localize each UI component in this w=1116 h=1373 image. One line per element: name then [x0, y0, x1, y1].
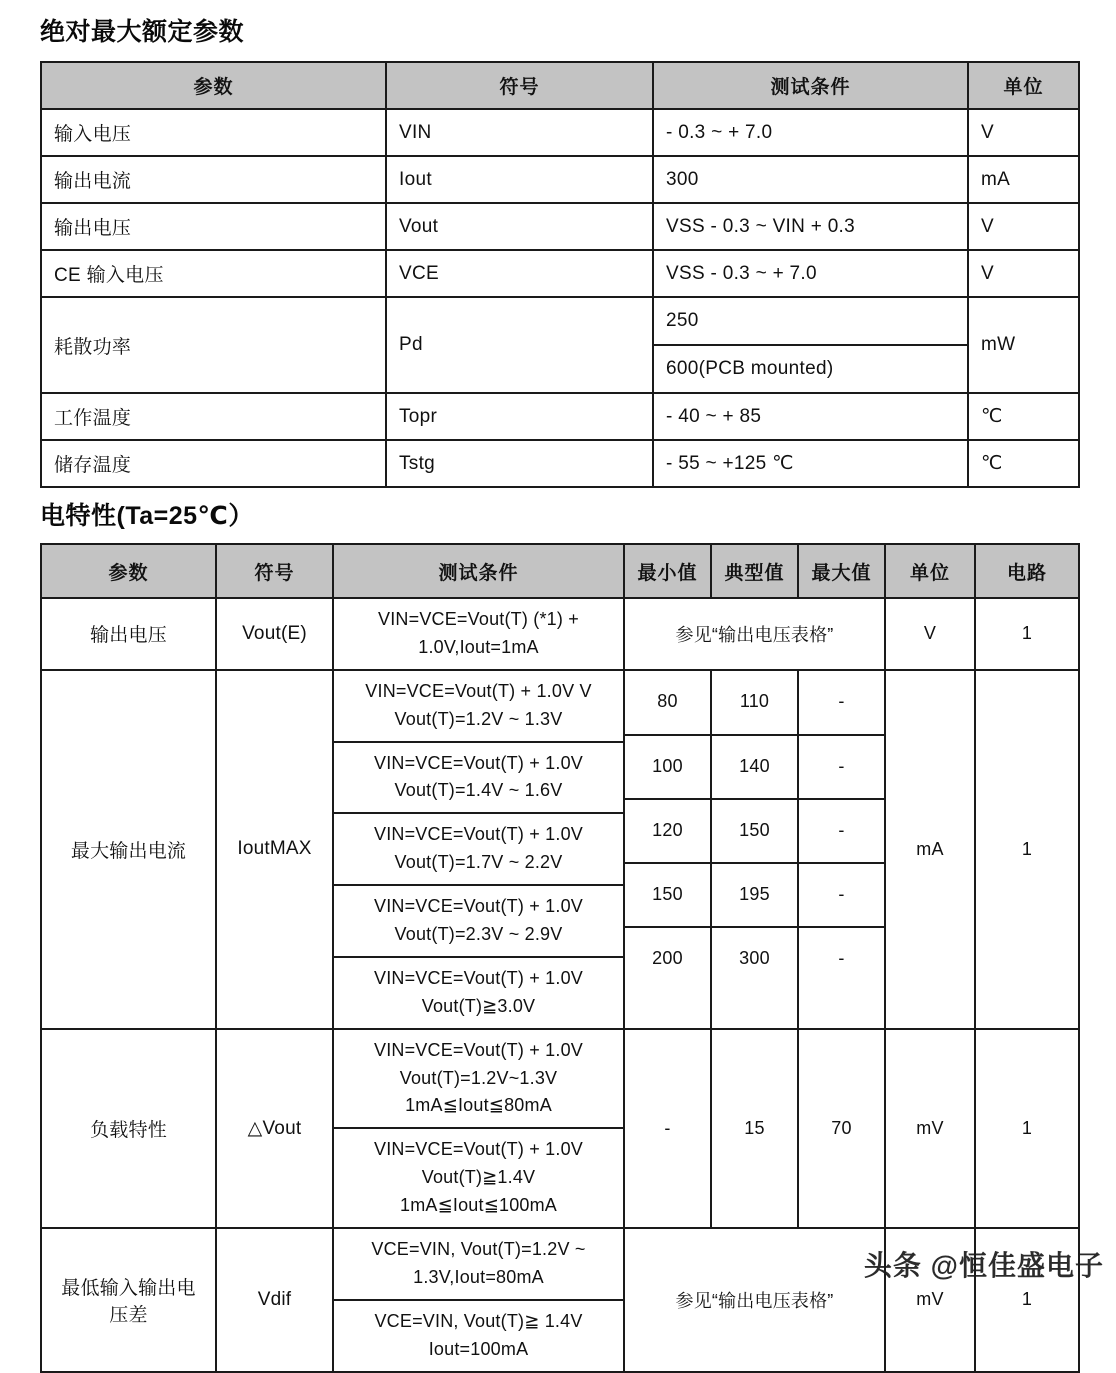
- cell-condition: 300: [653, 156, 968, 203]
- cell-condition: [334, 742, 623, 814]
- cell-symbol: Tstg: [386, 440, 653, 487]
- cell-max: -: [799, 863, 884, 927]
- cell-condition-split: [653, 297, 968, 393]
- cell-condition: [334, 1300, 623, 1371]
- cell-condition: VSS - 0.3 ~ + 7.0: [653, 250, 968, 297]
- parameter-line-2: 压差: [109, 1304, 148, 1326]
- table-header-row: [41, 62, 1079, 109]
- cell-condition-lower: 600(PCB mounted): [666, 358, 834, 379]
- cell-typ: 15: [711, 1029, 798, 1228]
- cell-max: 70: [798, 1029, 885, 1228]
- condition-line-2: 1.0V,Iout=1mA: [418, 636, 539, 657]
- table-row: [41, 440, 1079, 487]
- cell-unit: mA: [885, 670, 975, 1029]
- cell-unit: V: [968, 203, 1079, 250]
- cell-condition: [334, 885, 623, 957]
- column-header-circuit: 电路: [975, 544, 1079, 598]
- sub-row: [334, 1229, 623, 1300]
- parameter-line-1: 最低输入输出电: [61, 1277, 196, 1299]
- condition-line-3: 1mA≦Iout≦100mA: [399, 1195, 558, 1216]
- condition-line-1: VCE=VIN, Vout(T)=1.2V ~: [371, 1239, 586, 1260]
- cell-unit: V: [968, 109, 1079, 156]
- condition-line-3: 1mA≦Iout≦80mA: [405, 1095, 552, 1116]
- cell-typ-group: [711, 670, 798, 1029]
- column-header-unit: 单位: [968, 62, 1079, 109]
- condition-line-1: VIN=VCE=Vout(T) + 1.0V: [373, 752, 583, 773]
- cell-min-group: [624, 670, 711, 1029]
- cell-circuit: 1: [975, 598, 1079, 670]
- column-header-parameter: 参数: [41, 544, 216, 598]
- cell-symbol: VIN: [386, 109, 653, 156]
- section-title-electrical-characteristics: 电特性(Ta=25℃）: [40, 502, 254, 530]
- sub-row: [334, 885, 623, 957]
- cell-unit: mV: [885, 1228, 975, 1372]
- condition-line-1: VIN=VCE=Vout(T) (*1) +: [378, 609, 579, 629]
- cell-condition: - 40 ~ + 85: [653, 393, 968, 440]
- cell-circuit: 1: [975, 1029, 1079, 1228]
- cell-unit: ℃: [968, 393, 1079, 440]
- column-header-symbol: 符号: [216, 544, 333, 598]
- cell-parameter: [41, 1228, 216, 1372]
- condition-line-1: VIN=VCE=Vout(T) + 1.0V: [373, 967, 583, 988]
- column-header-max: 最大值: [798, 544, 885, 598]
- column-header-parameter: 参数: [41, 62, 386, 109]
- cell-min: 150: [625, 863, 710, 927]
- cell-unit: V: [885, 598, 975, 670]
- condition-line-2: Vout(T)=1.2V ~ 1.3V: [394, 708, 563, 729]
- cell-condition: [334, 957, 623, 1028]
- cell-max: -: [799, 735, 884, 799]
- condition-line-2: Vout(T)=2.3V ~ 2.9V: [394, 924, 563, 945]
- cell-symbol: Vout: [386, 203, 653, 250]
- cell-condition: [334, 1128, 623, 1227]
- sub-row: [334, 1030, 623, 1129]
- cell-condition: [334, 1030, 623, 1129]
- cell-typ: 150: [712, 799, 797, 863]
- cell-parameter: 输出电压: [41, 598, 216, 670]
- cell-spanned-note: 参见“输出电压表格”: [624, 1228, 885, 1372]
- cell-unit: V: [968, 250, 1079, 297]
- condition-line-2: Vout(T)=1.7V ~ 2.2V: [394, 852, 563, 873]
- sub-row: [334, 813, 623, 885]
- condition-line-1: VIN=VCE=Vout(T) + 1.0V: [373, 1139, 583, 1160]
- cell-symbol: △Vout: [216, 1029, 333, 1228]
- condition-line-2: Vout(T)≧3.0V: [421, 995, 536, 1016]
- sub-row: [334, 1128, 623, 1227]
- table-row-dissipation: [41, 297, 1079, 393]
- cell-typ: 110: [712, 671, 797, 735]
- condition-line-2: Vout(T)=1.2V~1.3V: [399, 1067, 558, 1088]
- cell-min: 80: [625, 671, 710, 735]
- sub-row: [334, 671, 623, 742]
- cell-condition: - 55 ~ +125 ℃: [653, 440, 968, 487]
- condition-line-2: Iout=100mA: [428, 1338, 529, 1359]
- column-header-test-condition: 测试条件: [653, 62, 968, 109]
- table-row: [41, 109, 1079, 156]
- condition-line-1: VIN=VCE=Vout(T) + 1.0V: [373, 824, 583, 845]
- cell-condition: VSS - 0.3 ~ VIN + 0.3: [653, 203, 968, 250]
- cell-condition-group: [333, 670, 624, 1029]
- cell-parameter: CE 输入电压: [41, 250, 386, 297]
- cell-parameter: 储存温度: [41, 440, 386, 487]
- cell-parameter: 输出电流: [41, 156, 386, 203]
- condition-line-1: VCE=VIN, Vout(T)≧ 1.4V: [374, 1310, 583, 1331]
- cell-parameter: 最大输出电流: [41, 670, 216, 1029]
- cell-symbol: Vdif: [216, 1228, 333, 1372]
- cell-min: 120: [625, 799, 710, 863]
- cell-parameter: 输出电压: [41, 203, 386, 250]
- table-row-output-voltage: [41, 598, 1079, 670]
- cell-max-group: [798, 670, 885, 1029]
- cell-min: -: [624, 1029, 711, 1228]
- cell-symbol: Vout(E): [216, 598, 333, 670]
- cell-symbol: Pd: [386, 297, 653, 393]
- cell-condition: [334, 813, 623, 885]
- cell-condition: [334, 671, 623, 742]
- cell-max: -: [799, 671, 884, 735]
- cell-condition: [333, 598, 624, 670]
- cell-unit: mA: [968, 156, 1079, 203]
- table-header-row: [41, 544, 1079, 598]
- cell-max: -: [799, 799, 884, 863]
- cell-min: 100: [625, 735, 710, 799]
- cell-min: 200: [652, 948, 683, 969]
- section-title-absolute-maximum-ratings: 绝对最大额定参数: [40, 18, 245, 46]
- cell-condition: - 0.3 ~ + 7.0: [653, 109, 968, 156]
- watermark-text: 头条 @恒佳盛电子: [863, 1250, 1104, 1281]
- sub-row: [334, 742, 623, 814]
- table-row: [41, 393, 1079, 440]
- condition-line-1: VIN=VCE=Vout(T) + 1.0V: [373, 896, 583, 917]
- cell-parameter: 工作温度: [41, 393, 386, 440]
- column-header-typ: 典型值: [711, 544, 798, 598]
- cell-condition-upper: 250: [654, 298, 967, 345]
- cell-circuit: 1: [975, 670, 1079, 1029]
- cell-condition-group: [333, 1228, 624, 1372]
- cell-symbol: IoutMAX: [216, 670, 333, 1029]
- cell-condition: [334, 1229, 623, 1300]
- cell-unit: mW: [968, 297, 1079, 393]
- condition-line-2: 1.3V,Iout=80mA: [413, 1266, 544, 1287]
- condition-line-1: VIN=VCE=Vout(T) + 1.0V: [373, 1039, 583, 1060]
- table-row-load-regulation: [41, 1029, 1079, 1228]
- table-row-max-output-current: [41, 670, 1079, 1029]
- table-row: [41, 203, 1079, 250]
- column-header-unit: 单位: [885, 544, 975, 598]
- cell-circuit: 1: [975, 1228, 1079, 1372]
- column-header-min: 最小值: [624, 544, 711, 598]
- sub-row: [334, 957, 623, 1028]
- column-header-symbol: 符号: [386, 62, 653, 109]
- cell-condition-group: [333, 1029, 624, 1228]
- table-row: [41, 156, 1079, 203]
- cell-spanned-note: 参见“输出电压表格”: [624, 598, 885, 670]
- cell-symbol: Iout: [386, 156, 653, 203]
- cell-typ: 140: [712, 735, 797, 799]
- condition-line-2: Vout(T)=1.4V ~ 1.6V: [394, 780, 563, 801]
- condition-line-1: VIN=VCE=Vout(T) + 1.0V V: [365, 680, 592, 701]
- cell-parameter: 输入电压: [41, 109, 386, 156]
- column-header-test-condition: 测试条件: [333, 544, 624, 598]
- cell-parameter: 负载特性: [41, 1029, 216, 1228]
- cell-unit: ℃: [968, 440, 1079, 487]
- condition-line-2: Vout(T)≧1.4V: [421, 1167, 536, 1188]
- cell-max: -: [838, 948, 845, 969]
- absolute-maximum-ratings-table: [40, 61, 1080, 488]
- cell-parameter: 耗散功率: [41, 297, 386, 393]
- cell-unit: mV: [885, 1029, 975, 1228]
- cell-typ: 195: [712, 863, 797, 927]
- cell-typ: 300: [739, 948, 770, 969]
- table-row: [41, 250, 1079, 297]
- cell-symbol: Topr: [386, 393, 653, 440]
- cell-symbol: VCE: [386, 250, 653, 297]
- sub-row: [334, 1300, 623, 1371]
